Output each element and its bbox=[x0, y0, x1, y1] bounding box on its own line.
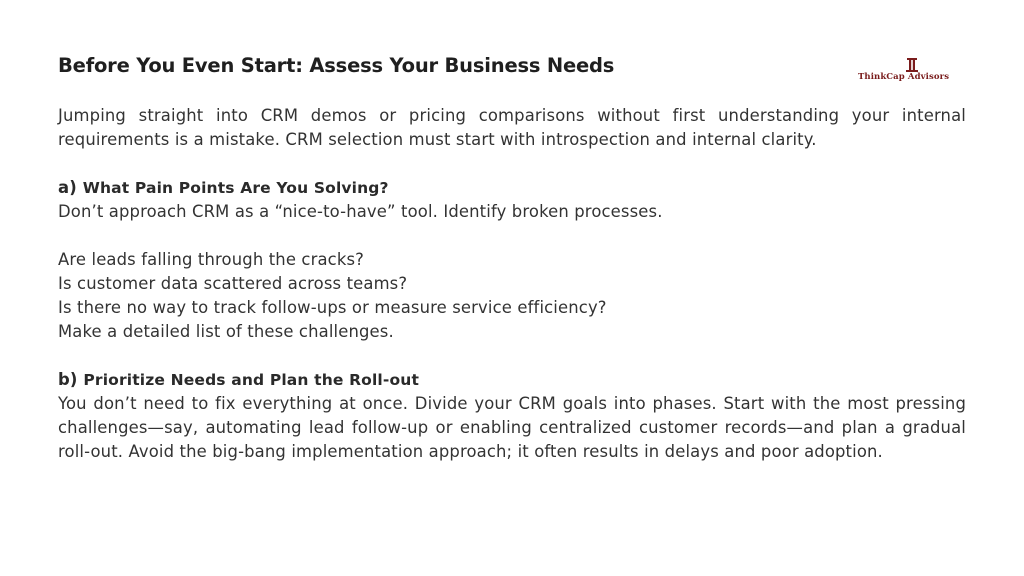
section-a-lead: Don’t approach CRM as a “nice-to-have” tool. Identify broken processes. bbox=[58, 202, 663, 221]
section-b-heading-text: Prioritize Needs and Plan the Roll-out bbox=[83, 371, 420, 389]
question-item: Are leads falling through the cracks? bbox=[58, 250, 365, 269]
section-b-body: You don’t need to fix everything at once. Divide your CRM goals into phases. Start with the most pressing challenges—say, automating lead follow-up or enabling centralized customer records—and plan a gradual roll-out. Avoid the big-bang implementation approach; it often results in delays and poor adoption. bbox=[58, 394, 966, 461]
section-a-marker: a) bbox=[58, 178, 77, 197]
question-item: Is there no way to track follow-ups or measure service efficiency? bbox=[58, 298, 607, 317]
pillar-icon bbox=[906, 58, 918, 72]
section-a-heading bbox=[58, 176, 966, 200]
body-content bbox=[58, 104, 966, 464]
question-item: Is customer data scattered across teams? bbox=[58, 274, 408, 293]
company-logo bbox=[858, 58, 968, 84]
section-a-closing: Make a detailed list of these challenges. bbox=[58, 322, 394, 341]
section-b-marker: b) bbox=[58, 370, 78, 389]
section-a-heading-text: What Pain Points Are You Solving? bbox=[82, 179, 389, 197]
intro-paragraph: Jumping straight into CRM demos or pricing comparisons without first understanding your internal requirements is a mistake. CRM selection must start with introspection and internal clarity. bbox=[58, 106, 966, 149]
section-b-heading bbox=[58, 368, 966, 392]
page-title: Before You Even Start: Assess Your Business Needs bbox=[58, 54, 615, 77]
logo-text: ThinkCap Advisors bbox=[858, 72, 950, 82]
